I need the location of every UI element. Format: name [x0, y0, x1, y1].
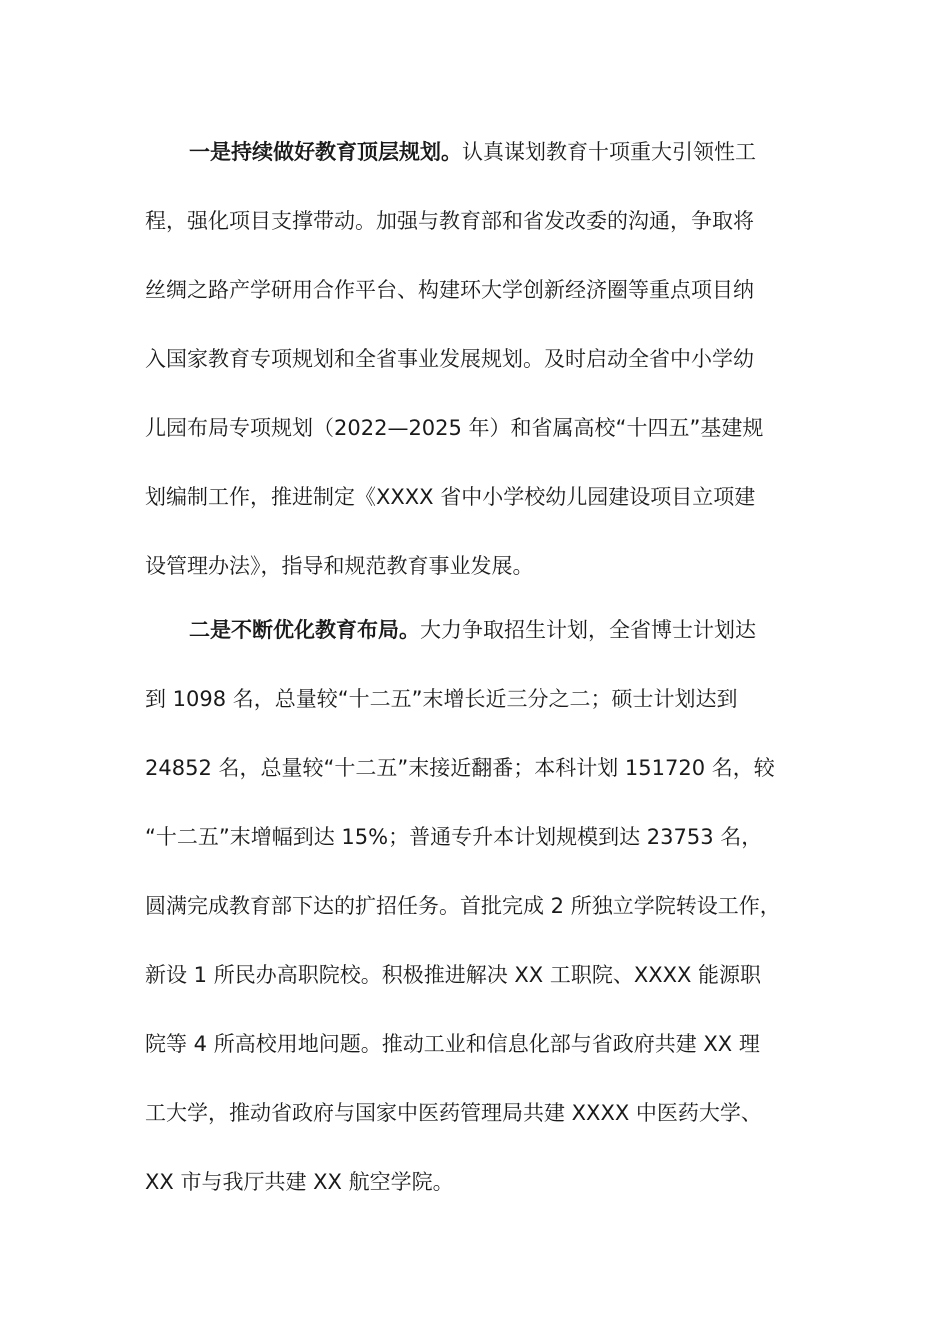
paragraph-1-lead: 一是持续做好教育顶层规划。: [189, 140, 462, 164]
paragraph-2-lead: 二是不断优化教育布局。: [189, 618, 420, 642]
paragraph-1-text: 认真谋划教育十项重大引领性工: [462, 140, 756, 164]
paragraph-1-line-1: [189, 137, 756, 167]
paragraph-1-line-7: 设管理办法》，指导和规范教育事业发展。: [145, 554, 534, 578]
paragraph-2-text: 大力争取招生计划，全省博士计划达: [420, 618, 756, 642]
paragraph-2-line-2: 到 1098 名，总量较“十二五”末增长近三分之二；硕士计划达到: [145, 687, 738, 711]
paragraph-2-line-7: 院等 4 所高校用地问题。推动工业和信息化部与省政府共建 XX 理: [145, 1032, 760, 1056]
paragraph-2-line-1: [189, 615, 756, 645]
paragraph-2-line-4: “十二五”末增幅到达 15%；普通专升本计划规模到达 23753 名，: [145, 825, 763, 849]
paragraph-2-line-3: 24852 名，总量较“十二五”末接近翻番；本科计划 151720 名，较: [145, 756, 775, 780]
paragraph-2-line-5: 圆满完成教育部下达的扩招任务。首批完成 2 所独立学院转设工作，: [145, 894, 781, 918]
paragraph-1-line-4: 入国家教育专项规划和全省事业发展规划。及时启动全省中小学幼: [145, 347, 754, 371]
paragraph-1-line-2: 程，强化项目支撑带动。加强与教育部和省发改委的沟通，争取将: [145, 209, 754, 233]
paragraph-2-line-6: 新设 1 所民办高职院校。积极推进解决 XX 工职院、XXXX 能源职: [145, 963, 762, 987]
paragraph-1-line-6: 划编制工作，推进制定《XXXX 省中小学校幼儿园建设项目立项建: [145, 485, 756, 509]
paragraph-1-line-3: 丝绸之路产学研用合作平台、构建环大学创新经济圈等重点项目纳: [145, 278, 754, 302]
paragraph-2-line-9: XX 市与我厅共建 XX 航空学院。: [145, 1170, 454, 1194]
paragraph-1-line-5: 儿园布局专项规划（2022—2025 年）和省属高校“十四五”基建规: [145, 416, 764, 440]
paragraph-2-line-8: 工大学，推动省政府与国家中医药管理局共建 XXXX 中医药大学、: [145, 1101, 762, 1125]
